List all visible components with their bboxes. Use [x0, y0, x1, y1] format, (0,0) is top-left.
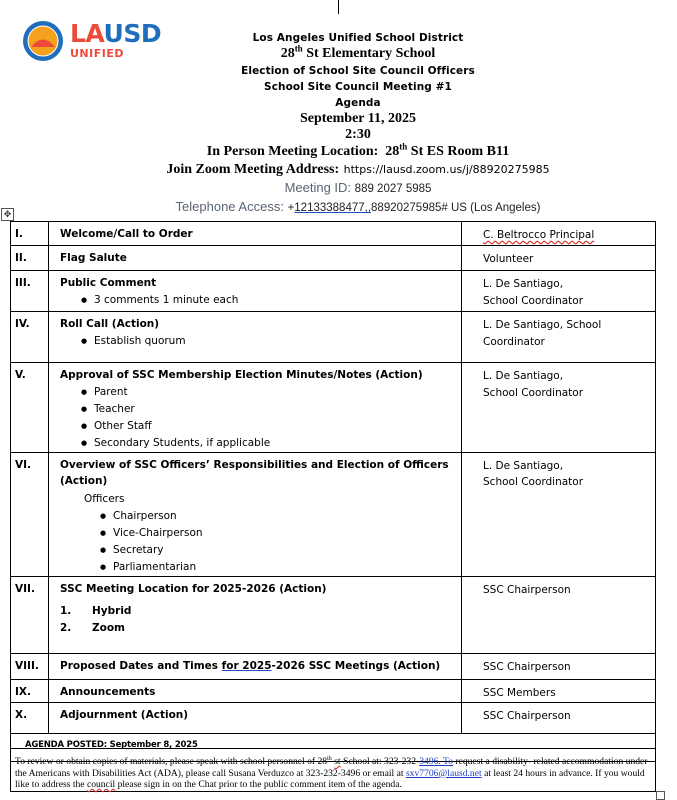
presenter-cell [462, 246, 656, 271]
table-move-handle-icon[interactable]: ✥ [1, 208, 14, 221]
item-title: Overview of SSC Officers’ Responsibilities and Election of Officers (Action) [60, 458, 449, 487]
presenter-role: School Coordinator [483, 386, 584, 399]
list-item: ● Secretary [100, 542, 455, 559]
presenter-cell [462, 312, 656, 363]
item-cell [49, 271, 462, 312]
election-title: Election of School Site Council Officers [241, 64, 475, 77]
logo-wordmark: LAUSD [70, 19, 162, 48]
item-cell [49, 363, 462, 453]
item-cell [49, 702, 462, 733]
officers-label: Officers [84, 492, 125, 505]
presenter-cell [462, 576, 656, 653]
table-resize-handle-icon[interactable] [656, 791, 665, 800]
list-item: ● Parent [81, 384, 455, 401]
table-row [11, 271, 656, 312]
presenter-cell [462, 452, 656, 576]
item-title: Public Comment [60, 277, 157, 289]
item-number: VI. [11, 452, 49, 576]
presenter: Volunteer [483, 253, 534, 265]
table-row [11, 312, 656, 363]
presenter-role: Coordinator [483, 335, 545, 348]
list-item: ● Vice-Chairperson [100, 525, 455, 542]
item-number: VII. [11, 576, 49, 653]
list-item: 1. Hybrid [60, 605, 132, 617]
item-title: SSC Meeting Location for 2025-2026 (Action) [60, 582, 327, 595]
table-row [11, 363, 656, 453]
item-number: IX. [11, 679, 49, 702]
list-item: ● 3 comments 1 minute each [81, 292, 455, 309]
item-cell [49, 679, 462, 702]
item-cell [49, 312, 462, 363]
list-item: ● Secondary Students, if applicable [81, 435, 455, 452]
presenter: L. De Santiago, [483, 278, 564, 290]
agenda-header [120, 30, 596, 217]
list-item: 2. Zoom [60, 622, 125, 634]
item-cell [49, 576, 462, 653]
meeting-id: Meeting ID: 889 2027 5985 [284, 180, 432, 195]
presenter-cell [462, 653, 656, 679]
table-row [11, 679, 656, 702]
zoom-address: Join Zoom Meeting Address: https://lausd.zoom.us/j/88920275985 [166, 162, 550, 177]
list-item: ● Establish quorum [81, 333, 455, 350]
logo-subtitle: UNIFIED [70, 47, 124, 60]
table-row [11, 702, 656, 733]
item-cell [49, 653, 462, 679]
zoom-link[interactable]: https://lausd.zoom.us/j/88920275985 [343, 163, 550, 176]
presenter: C. Beltrocco Principal [483, 229, 595, 241]
table-row [11, 576, 656, 653]
presenter: SSC Chairperson [483, 709, 571, 722]
presenter-cell [462, 222, 656, 246]
lausd-seal-icon [22, 20, 64, 62]
item-title: Welcome/Call to Order [60, 228, 193, 240]
presenter: L. De Santiago, [483, 459, 564, 472]
agenda-table [10, 221, 656, 762]
item-number: VIII. [11, 653, 49, 679]
presenter-cell [462, 702, 656, 733]
list-item: ● Parliamentarian [100, 559, 455, 576]
item-cell [49, 246, 462, 271]
presenter: SSC Chairperson [483, 660, 571, 673]
item-title: Adjournment (Action) [60, 708, 189, 721]
presenter: SSC Members [483, 686, 556, 699]
district-name: Los Angeles Unified School District [252, 32, 464, 44]
item-title: Flag Salute [60, 252, 127, 264]
presenter-role: School Coordinator [483, 294, 584, 307]
item-number: IV. [11, 312, 49, 363]
agenda-posted: AGENDA POSTED: September 8, 2025 [11, 733, 656, 761]
telephone-access: Telephone Access: +12133388477,,88920275985# US (Los Angeles) [175, 199, 541, 214]
list-item: ● Other Staff [81, 418, 455, 435]
presenter: L. De Santiago, School [483, 319, 602, 331]
presenter-cell [462, 271, 656, 312]
meeting-time: 2:30 [345, 127, 371, 142]
item-number: III. [11, 271, 49, 312]
presenter: L. De Santiago, [483, 370, 564, 382]
item-title: Roll Call (Action) [60, 318, 160, 330]
item-number: II. [11, 246, 49, 271]
presenter-cell [462, 363, 656, 453]
table-row [11, 653, 656, 679]
meeting-date: September 11, 2025 [299, 110, 416, 126]
item-cell [49, 452, 462, 576]
presenter-cell [462, 679, 656, 702]
table-row [11, 222, 656, 246]
item-number: V. [11, 363, 49, 453]
meeting-title: School Site Council Meeting #1 [264, 80, 452, 93]
item-number: I. [11, 222, 49, 246]
item-number: X. [11, 702, 49, 733]
school-name: 28th St Elementary School [280, 43, 436, 61]
list-item: ● Chairperson [100, 508, 455, 525]
presenter-role: School Coordinator [483, 476, 584, 488]
item-title: Approval of SSC Membership Election Minutes/Notes (Action) [60, 369, 423, 381]
list-item: ● Teacher [81, 401, 455, 418]
text-cursor [338, 0, 339, 14]
item-title: Proposed Dates and Times for 2025-2026 SSC Meetings (Action) [60, 659, 441, 672]
item-title: Announcements [60, 685, 156, 698]
meeting-location: In Person Meeting Location: 28th St ES Room B11 [206, 140, 510, 159]
email-link[interactable]: sxv7706@lausd.net [405, 767, 482, 779]
agenda-label: Agenda [335, 96, 381, 109]
table-row [11, 246, 656, 271]
presenter: SSC Chairperson [483, 583, 571, 596]
table-row [11, 452, 656, 576]
disclaimer-footer: To review or obtain copies of materials, please speak with school personnel of 28th st School at: 323-232-3496. To request a disability- related accommodation under the Americans with Disabilities Act (ADA), please call Susana Verduzco at 323-232-3496 or email at sxv7706@lausd.net at least 24 hours in advance. If you would like to address the council please sign in on the Chat prior to the public comment item of the agenda. [10, 748, 656, 792]
item-cell [49, 222, 462, 246]
